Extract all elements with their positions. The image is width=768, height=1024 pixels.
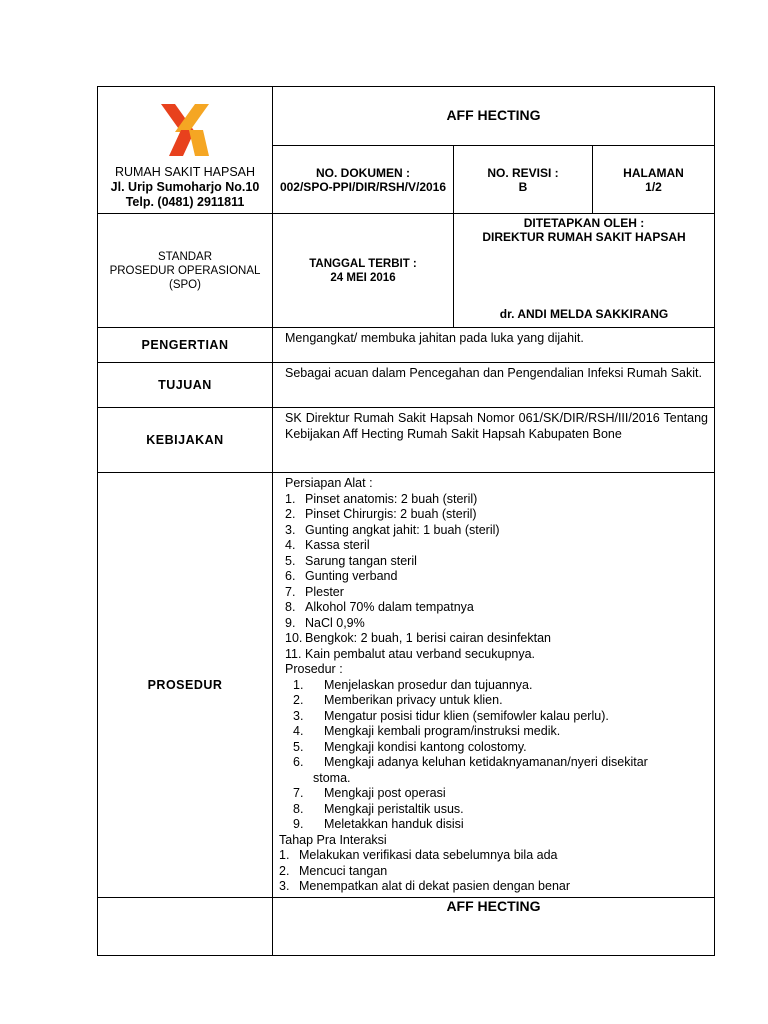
hospital-name: RUMAH SAKIT HAPSAH xyxy=(114,165,256,179)
list-item-number: 5. xyxy=(293,739,304,754)
revision-value: B xyxy=(518,179,528,194)
list-item xyxy=(279,864,708,880)
list-item-text: Memberikan privacy untuk klien. xyxy=(324,693,503,707)
list-item-number: 4. xyxy=(285,538,296,552)
langkah-list xyxy=(279,678,708,833)
alat-list xyxy=(279,492,708,663)
list-item-number: 9. xyxy=(285,615,296,630)
list-item-number: 8. xyxy=(285,600,296,614)
hospital-logo xyxy=(98,87,272,163)
page-label: HALAMAN xyxy=(623,165,684,180)
list-item-number: 7. xyxy=(293,786,304,800)
list-item-text: Pinset anatomis: 2 buah (steril) xyxy=(305,491,478,506)
list-item-number: 9. xyxy=(293,817,304,831)
list-item xyxy=(279,802,708,818)
list-item-number: 5. xyxy=(285,553,296,568)
list-item-number: 6. xyxy=(285,569,296,583)
spo-document-table xyxy=(97,86,715,956)
list-item xyxy=(285,647,708,663)
list-item xyxy=(285,507,708,523)
list-item-text: Mengkaji post operasi xyxy=(324,786,446,800)
list-item-text: Mencuci tangan xyxy=(299,863,388,878)
list-item-text: Gunting angkat jahit: 1 buah (steril) xyxy=(305,522,500,537)
list-item xyxy=(279,848,708,864)
revision-cell xyxy=(454,146,593,214)
list-item xyxy=(279,740,708,756)
list-item-number: 8. xyxy=(293,801,304,816)
issue-date-cell xyxy=(273,214,454,328)
signatory-name: dr. ANDI MELDA SAKKIRANG xyxy=(499,307,669,321)
list-item-text: Mengkaji kondisi kantong colostomy. xyxy=(324,739,527,754)
list-item xyxy=(285,538,708,554)
spo-line-3: (SPO) xyxy=(169,278,201,291)
list-item-text: Plester xyxy=(305,584,344,599)
spo-line-2: PROSEDUR OPERASIONAL xyxy=(109,264,261,277)
list-item-text: Sarung tangan steril xyxy=(305,553,417,568)
document-number-value: 002/SPO-PPI/DIR/RSH/V/2016 xyxy=(279,179,447,194)
list-item xyxy=(279,755,708,786)
list-item-number: 1. xyxy=(285,491,296,506)
kebijakan-text: SK Direktur Rumah Sakit Hapsah Nomor 061/SK/DIR/RSH/III/2016 Tentang Kebijakan Aff Hecting Rumah Sakit Hapsah Kabupaten Bone xyxy=(273,408,715,473)
list-item-text: Gunting verband xyxy=(305,569,398,583)
list-item-text: Mengkaji kembali program/instruksi medik. xyxy=(324,724,561,738)
list-item-number: 7. xyxy=(285,584,296,599)
approval-cell xyxy=(454,214,715,328)
list-item-continuation: stoma. xyxy=(313,770,351,785)
list-item-text: Kassa steril xyxy=(305,538,370,552)
list-item-text: Meletakkan handuk disisi xyxy=(324,817,464,831)
list-item-text: Alkohol 70% dalam tempatnya xyxy=(305,600,474,614)
page-cell xyxy=(593,146,715,214)
list-item xyxy=(279,678,708,694)
list-item-number: 10. xyxy=(285,631,303,645)
approval-title: DIREKTUR RUMAH SAKIT HAPSAH xyxy=(482,230,686,244)
list-item xyxy=(285,554,708,570)
list-item-text: Mengkaji adanya keluhan ketidaknyamanan/nyeri disekitar xyxy=(324,755,648,769)
list-item-number: 6. xyxy=(293,755,304,769)
list-item-number: 3. xyxy=(279,879,290,893)
document-number-cell xyxy=(273,146,454,214)
list-item xyxy=(285,616,708,632)
list-item-number: 1. xyxy=(279,848,290,862)
spo-line-1: STANDAR xyxy=(157,250,213,263)
issue-date-value: 24 MEI 2016 xyxy=(330,271,396,284)
list-item-number: 11. xyxy=(285,646,302,661)
list-item xyxy=(285,585,708,601)
list-item xyxy=(279,786,708,802)
list-item xyxy=(279,817,708,833)
hospital-logo-icon xyxy=(159,102,211,158)
prosedur-heading: Prosedur : xyxy=(285,662,343,676)
list-item-number: 2. xyxy=(285,507,296,521)
list-item-number: 2. xyxy=(293,693,304,707)
list-item xyxy=(285,631,708,647)
list-item-text: Mengkaji peristaltik usus. xyxy=(324,801,464,816)
page-value: 1/2 xyxy=(645,179,662,194)
list-item-number: 2. xyxy=(279,863,290,878)
list-item-text: Mengatur posisi tidur klien (semifowler kalau perlu). xyxy=(324,708,609,723)
list-item xyxy=(285,523,708,539)
list-item-number: 3. xyxy=(293,708,304,723)
list-item xyxy=(279,724,708,740)
list-item-number: 4. xyxy=(293,724,304,738)
list-item-number: 1. xyxy=(293,677,304,692)
alat-heading: Persiapan Alat : xyxy=(285,476,373,490)
pra-interaksi-list xyxy=(279,848,708,895)
revision-label: NO. REVISI : xyxy=(487,165,559,180)
list-item xyxy=(279,879,708,895)
hospital-phone: Telp. (0481) 2911811 xyxy=(125,195,245,209)
list-item-text: Melakukan verifikasi data sebelumnya bila ada xyxy=(299,848,558,862)
pengertian-label: PENGERTIAN xyxy=(98,328,273,363)
list-item-text: Menjelaskan prosedur dan tujuannya. xyxy=(324,677,533,692)
tujuan-text: Sebagai acuan dalam Pencegahan dan Pengendalian Infeksi Rumah Sakit. xyxy=(273,363,715,408)
footer-title: AFF HECTING xyxy=(273,897,715,955)
prosedur-content xyxy=(273,473,715,898)
hospital-identity-cell xyxy=(98,87,273,214)
list-item-text: NaCl 0,9% xyxy=(305,615,365,630)
pra-interaksi-heading: Tahap Pra Interaksi xyxy=(279,832,387,847)
pengertian-text: Mengangkat/ membuka jahitan pada luka yang dijahit. xyxy=(273,328,715,363)
list-item xyxy=(279,709,708,725)
kebijakan-label: KEBIJAKAN xyxy=(98,408,273,473)
spo-label-cell xyxy=(98,214,273,328)
document-title: AFF HECTING xyxy=(273,87,715,146)
prosedur-label: PROSEDUR xyxy=(98,473,273,898)
approval-label: DITETAPKAN OLEH : xyxy=(523,216,645,230)
list-item-text: Bengkok: 2 buah, 1 berisi cairan desinfektan xyxy=(305,631,551,645)
list-item-text: Pinset Chirurgis: 2 buah (steril) xyxy=(305,507,477,521)
list-item xyxy=(285,492,708,508)
list-item-number: 3. xyxy=(285,522,296,537)
tujuan-label: TUJUAN xyxy=(98,363,273,408)
list-item-text: Kain pembalut atau verband secukupnya. xyxy=(305,646,536,661)
list-item xyxy=(285,569,708,585)
document-number-label: NO. DOKUMEN : xyxy=(316,165,410,180)
footer-left-cell xyxy=(98,897,273,955)
issue-date-label: TANGGAL TERBIT : xyxy=(309,257,417,270)
list-item-text: Menempatkan alat di dekat pasien dengan benar xyxy=(299,879,571,893)
list-item xyxy=(279,693,708,709)
hospital-address: Jl. Urip Sumoharjo No.10 xyxy=(110,180,260,194)
list-item xyxy=(285,600,708,616)
